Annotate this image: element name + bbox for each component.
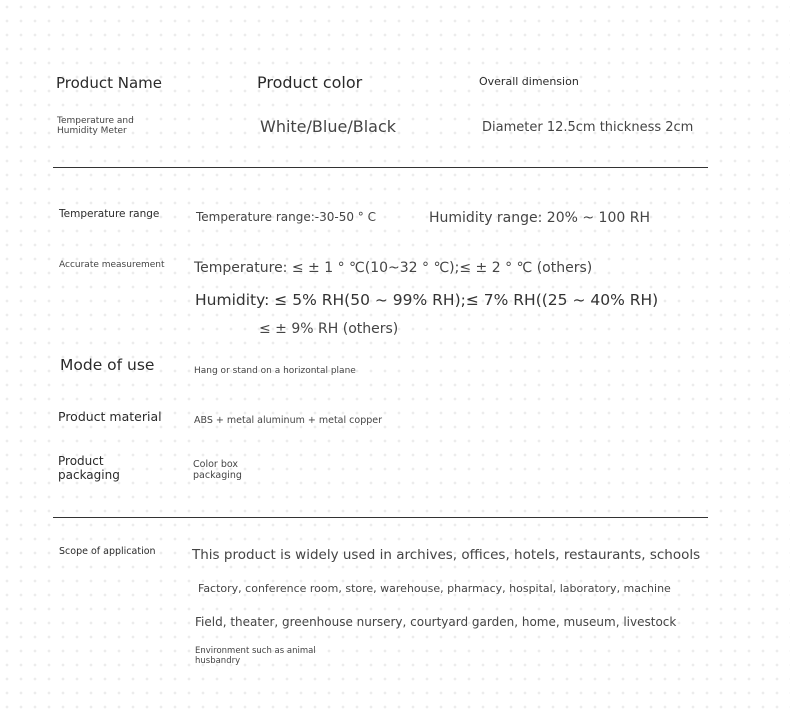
application-label: Scope of application [59, 546, 156, 557]
application-line-4: Environment such as animal husbandry [195, 646, 316, 666]
application-line-3: Field, theater, greenhouse nursery, courtyard garden, home, museum, livestock [195, 615, 677, 629]
header-divider [53, 167, 708, 168]
application-line-2: Factory, conference room, store, warehouse, pharmacy, hospital, laboratory, machine [198, 582, 671, 595]
dimension-label: Overall dimension [479, 75, 579, 88]
material-value: ABS + metal aluminum + metal copper [194, 415, 383, 426]
product-name-value: Temperature and Humidity Meter [57, 116, 134, 137]
accuracy-temp: Temperature: ≤ ± 1 ° ℃(10~32 ° ℃);≤ ± 2 ° ℃ (others) [194, 260, 593, 276]
temp-range-value: Temperature range:-30-50 ° C [196, 210, 376, 224]
accuracy-humidity: Humidity: ≤ 5% RH(50 ~ 99% RH);≤ 7% RH((25 ~ 40% RH) [195, 291, 659, 309]
product-color-label: Product color [257, 73, 363, 92]
application-line-1: This product is widely used in archives, offices, hotels, restaurants, schools [192, 547, 701, 563]
material-label: Product material [58, 409, 162, 424]
accuracy-humidity-other: ≤ ± 9% RH (others) [259, 321, 399, 337]
mode-value: Hang or stand on a horizontal plane [194, 366, 356, 376]
accuracy-label: Accurate measurement [59, 260, 165, 270]
humidity-range-value: Humidity range: 20% ~ 100 RH [429, 210, 650, 226]
product-name-label: Product Name [56, 74, 162, 92]
dimension-value: Diameter 12.5cm thickness 2cm [482, 120, 694, 135]
temp-range-label: Temperature range [59, 208, 160, 220]
packaging-value: Color box packaging [193, 459, 242, 481]
mode-label: Mode of use [60, 356, 155, 374]
product-color-value: White/Blue/Black [260, 117, 396, 136]
packaging-label: Product packaging [58, 454, 120, 482]
specs-divider [53, 517, 708, 518]
